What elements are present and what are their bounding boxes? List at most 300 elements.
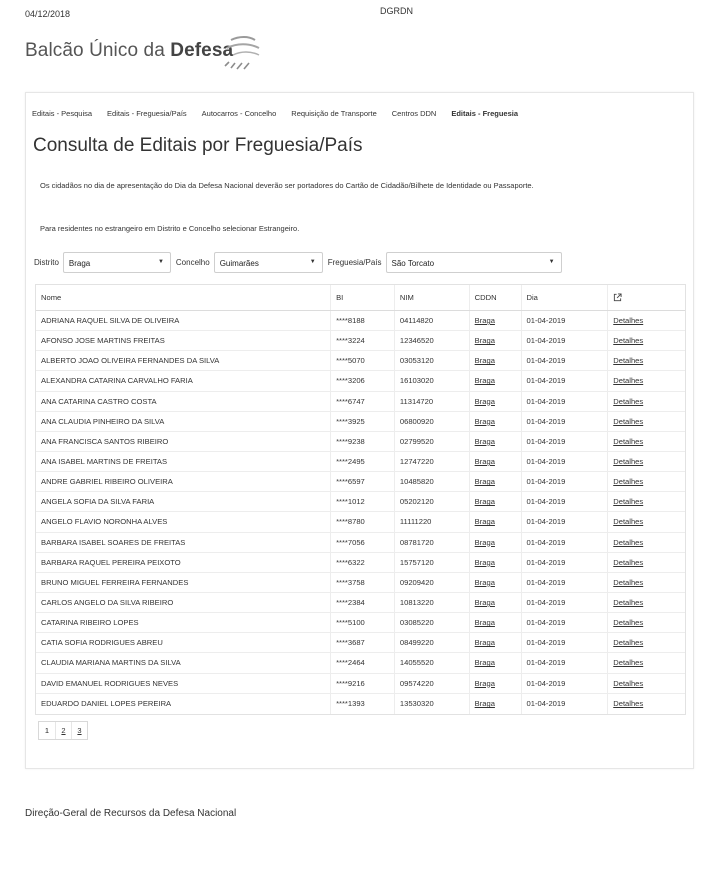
cell-nim-text: 10485820 <box>399 477 434 487</box>
nav-editais-freguesia-pais[interactable]: Editais - Freguesia/País <box>107 109 187 118</box>
cell-nome-text: ANDRE GABRIEL RIBEIRO OLIVEIRA <box>41 477 173 487</box>
cell-cddn <box>470 533 522 552</box>
cell-nim <box>395 653 470 672</box>
cell-bi <box>331 674 395 693</box>
cell-bi <box>331 472 395 491</box>
cell-detalhes <box>608 613 685 632</box>
cell-cddn-link[interactable]: Braga <box>474 638 495 648</box>
table-header <box>36 285 685 311</box>
cell-nome-text: EDUARDO DANIEL LOPES PEREIRA <box>41 699 172 709</box>
cell-nome-text: ANA FRANCISCA SANTOS RIBEIRO <box>41 436 169 446</box>
cell-cddn-link[interactable]: Braga <box>474 457 495 467</box>
chevron-down-icon: ▼ <box>309 259 316 265</box>
table-row <box>36 331 685 351</box>
cell-nim <box>395 311 470 330</box>
cell-dia <box>522 351 609 370</box>
cell-nim-text: 09209420 <box>399 577 434 587</box>
cell-nome-text: ANA CLAUDIA PINHEIRO DA SILVA <box>41 416 165 426</box>
cell-bi-text: ****9238 <box>336 436 365 446</box>
cell-dia-text: 01-04-2019 <box>526 416 566 426</box>
cell-detalhes-link[interactable]: Detalhes <box>613 316 644 326</box>
cell-nim <box>395 432 470 451</box>
nav-requisicao-transporte[interactable]: Requisição de Transporte <box>291 109 377 118</box>
cell-nim-text: 09574220 <box>399 678 434 688</box>
cell-detalhes-link[interactable]: Detalhes <box>613 497 644 507</box>
cell-nome-text: BARBARA ISABEL SOARES DE FREITAS <box>41 537 186 547</box>
editais-table <box>35 284 686 715</box>
table-row <box>36 512 685 532</box>
cell-dia-text: 01-04-2019 <box>526 376 566 386</box>
cell-cddn-link[interactable]: Braga <box>474 316 495 326</box>
cell-dia-text: 01-04-2019 <box>526 336 566 346</box>
cell-nome <box>36 371 331 390</box>
cell-cddn-link[interactable]: Braga <box>474 376 495 386</box>
cell-nome <box>36 452 331 471</box>
cell-bi-text: ****3687 <box>336 638 365 648</box>
cell-cddn <box>470 371 522 390</box>
cell-nome-text: CLAUDIA MARIANA MARTINS DA SILVA <box>41 658 181 668</box>
cell-dia <box>522 472 609 491</box>
cell-cddn-link[interactable]: Braga <box>474 336 495 346</box>
cell-bi <box>331 533 395 552</box>
freguesia-select[interactable] <box>386 252 562 273</box>
cell-dia <box>522 674 609 693</box>
cell-dia-text: 01-04-2019 <box>526 618 566 628</box>
chevron-down-icon: ▼ <box>548 259 555 265</box>
cell-nome-text: ALEXANDRA CATARINA CARVALHO FARIA <box>41 376 193 386</box>
cell-dia <box>522 573 609 592</box>
cell-nim-text: 11314720 <box>399 396 434 406</box>
cell-detalhes <box>608 432 685 451</box>
cell-bi-text: ****6747 <box>336 396 365 406</box>
cell-detalhes <box>608 392 685 411</box>
distrito-value: Braga <box>68 259 91 268</box>
cell-dia-text: 01-04-2019 <box>526 457 566 467</box>
table-row <box>36 674 685 694</box>
cell-nome-text: AFONSO JOSE MARTINS FREITAS <box>41 336 165 346</box>
cell-dia <box>522 533 609 552</box>
cell-cddn-link[interactable]: Braga <box>474 598 495 608</box>
cell-detalhes <box>608 512 685 531</box>
cell-nome-text: ANA ISABEL MARTINS DE FREITAS <box>41 457 168 467</box>
cell-dia <box>522 653 609 672</box>
filters-bar <box>34 252 567 273</box>
cell-bi-text: ****5100 <box>336 618 365 628</box>
cell-bi-text: ****1393 <box>336 699 365 709</box>
cell-cddn-link[interactable]: Braga <box>474 577 495 587</box>
cell-nome <box>36 512 331 531</box>
cell-nim-text: 03085220 <box>399 618 434 628</box>
cell-dia-text: 01-04-2019 <box>526 598 566 608</box>
cell-nim-text: 16103020 <box>399 376 434 386</box>
cell-nim-text: 08499220 <box>399 638 434 648</box>
table-row <box>36 653 685 673</box>
cell-cddn <box>470 311 522 330</box>
page-link-3[interactable]: 3 <box>71 722 87 739</box>
cell-dia-text: 01-04-2019 <box>526 477 566 487</box>
cell-dia <box>522 311 609 330</box>
cell-nome <box>36 331 331 350</box>
cell-cddn-link[interactable]: Braga <box>474 497 495 507</box>
cell-cddn <box>470 412 522 431</box>
cell-cddn-link[interactable]: Braga <box>474 356 495 366</box>
cell-detalhes <box>608 674 685 693</box>
cell-bi-text: ****1012 <box>336 497 365 507</box>
cell-bi-text: ****2495 <box>336 457 365 467</box>
info-note-abroad: Para residentes no estrangeiro em Distrito e Concelho selecionar Estrangeiro. <box>40 224 300 233</box>
nav-autocarros-concelho[interactable]: Autocarros - Concelho <box>201 109 277 118</box>
cell-nim-text: 12346520 <box>399 336 434 346</box>
distrito-select[interactable] <box>63 252 171 273</box>
cell-bi <box>331 653 395 672</box>
cell-cddn-link[interactable]: Braga <box>474 658 495 668</box>
cell-bi-text: ****8188 <box>336 316 365 326</box>
cell-detalhes-link[interactable]: Detalhes <box>613 577 644 587</box>
pagination <box>38 721 88 740</box>
cell-bi <box>331 331 395 350</box>
cell-bi <box>331 392 395 411</box>
cell-cddn <box>470 331 522 350</box>
header-cddn[interactable]: CDDN <box>470 285 522 310</box>
cell-detalhes-link[interactable]: Detalhes <box>613 436 644 446</box>
cell-nome-text: ANGELO FLAVIO NORONHA ALVES <box>41 517 168 527</box>
cell-detalhes <box>608 492 685 511</box>
cell-detalhes <box>608 633 685 652</box>
cell-nome <box>36 553 331 572</box>
logo-text-regular: Balcão Único da <box>25 40 171 61</box>
cell-nim <box>395 573 470 592</box>
nav-editais-freguesia[interactable]: Editais - Freguesia <box>451 109 519 118</box>
cell-nim <box>395 533 470 552</box>
cell-bi <box>331 573 395 592</box>
table-row <box>36 311 685 331</box>
cell-dia-text: 01-04-2019 <box>526 396 566 406</box>
freguesia-label: Freguesia/País <box>327 258 382 267</box>
cell-dia <box>522 613 609 632</box>
table-row <box>36 633 685 653</box>
cell-nome-text: CARLOS ANGELO DA SILVA RIBEIRO <box>41 598 174 608</box>
cell-dia <box>522 512 609 531</box>
cell-detalhes-link[interactable]: Detalhes <box>613 658 644 668</box>
cell-nim <box>395 492 470 511</box>
cell-dia-text: 01-04-2019 <box>526 557 566 567</box>
cell-detalhes <box>608 653 685 672</box>
cell-nim <box>395 351 470 370</box>
table-row <box>36 371 685 391</box>
cell-bi-text: ****3925 <box>336 416 365 426</box>
cell-nome-text: CATIA SOFIA RODRIGUES ABREU <box>41 638 163 648</box>
cell-detalhes <box>608 351 685 370</box>
cell-bi-text: ****3758 <box>336 577 365 587</box>
cell-nim-text: 15757120 <box>399 557 434 567</box>
cell-nim-text: 12747220 <box>399 457 434 467</box>
cell-nome <box>36 311 331 330</box>
top-nav <box>32 109 533 118</box>
cell-bi <box>331 311 395 330</box>
cell-nim <box>395 553 470 572</box>
cell-detalhes <box>608 452 685 471</box>
cell-dia-text: 01-04-2019 <box>526 316 566 326</box>
cell-nome-text: BARBARA RAQUEL PEREIRA PEIXOTO <box>41 557 181 567</box>
cell-dia-text: 01-04-2019 <box>526 658 566 668</box>
cell-cddn-link[interactable]: Braga <box>474 537 495 547</box>
cell-nim <box>395 593 470 612</box>
cell-nome <box>36 432 331 451</box>
cell-bi-text: ****9216 <box>336 678 365 688</box>
table-row <box>36 432 685 452</box>
cell-cddn <box>470 492 522 511</box>
table-row <box>36 492 685 512</box>
page-title: Consulta de Editais por Freguesia/País <box>33 135 363 156</box>
cell-cddn-link[interactable]: Braga <box>474 477 495 487</box>
cell-bi-text: ****6597 <box>336 477 365 487</box>
cell-nim-text: 04114820 <box>399 316 434 326</box>
cell-nome <box>36 492 331 511</box>
cell-dia-text: 01-04-2019 <box>526 577 566 587</box>
cell-cddn-link[interactable]: Braga <box>474 618 495 628</box>
cell-nim-text: 08781720 <box>399 537 434 547</box>
cell-dia <box>522 331 609 350</box>
cell-cddn <box>470 432 522 451</box>
cell-nome <box>36 633 331 652</box>
cell-cddn <box>470 573 522 592</box>
cell-bi <box>331 432 395 451</box>
freguesia-value: São Torcato <box>391 259 435 268</box>
concelho-label: Concelho <box>175 258 210 267</box>
cell-bi-text: ****8780 <box>336 517 365 527</box>
cell-nome <box>36 533 331 552</box>
concelho-value: Guimarães <box>219 259 259 268</box>
cell-nim-text: 13530320 <box>399 699 434 709</box>
cell-nome-text: DAVID EMANUEL RODRIGUES NEVES <box>41 678 179 688</box>
cell-cddn <box>470 452 522 471</box>
cell-bi <box>331 512 395 531</box>
chevron-down-icon: ▼ <box>157 259 164 265</box>
cell-nim <box>395 331 470 350</box>
table-row <box>36 533 685 553</box>
cell-bi-text: ****6322 <box>336 557 365 567</box>
table-row <box>36 392 685 412</box>
cell-nim <box>395 371 470 390</box>
cell-bi-text: ****2464 <box>336 658 365 668</box>
cell-nim-text: 14055520 <box>399 658 434 668</box>
cell-bi <box>331 351 395 370</box>
cell-nome <box>36 351 331 370</box>
cell-nome <box>36 694 331 714</box>
cell-cddn <box>470 653 522 672</box>
table-row <box>36 351 685 371</box>
logo-mark-icon <box>223 34 263 76</box>
cell-nim-text: 05202120 <box>399 497 434 507</box>
cell-cddn-link[interactable]: Braga <box>474 517 495 527</box>
cell-detalhes <box>608 371 685 390</box>
cell-detalhes-link[interactable]: Detalhes <box>613 376 644 386</box>
cell-dia <box>522 432 609 451</box>
cell-nim <box>395 674 470 693</box>
header-dia[interactable]: Dia <box>522 285 609 310</box>
cell-dia-text: 01-04-2019 <box>526 678 566 688</box>
cell-dia-text: 01-04-2019 <box>526 497 566 507</box>
cell-cddn <box>470 351 522 370</box>
cell-nim <box>395 412 470 431</box>
cell-dia-text: 01-04-2019 <box>526 699 566 709</box>
cell-dia-text: 01-04-2019 <box>526 356 566 366</box>
cell-dia <box>522 633 609 652</box>
cell-bi <box>331 613 395 632</box>
cell-cddn-link[interactable]: Braga <box>474 557 495 567</box>
cell-detalhes <box>608 331 685 350</box>
cell-dia <box>522 452 609 471</box>
cell-dia <box>522 492 609 511</box>
cell-nim <box>395 452 470 471</box>
cell-detalhes-link[interactable]: Detalhes <box>613 618 644 628</box>
cell-bi <box>331 412 395 431</box>
cell-detalhes-link[interactable]: Detalhes <box>613 457 644 467</box>
cell-nome-text: ALBERTO JOAO OLIVEIRA FERNANDES DA SILVA <box>41 356 220 366</box>
concelho-select[interactable] <box>214 252 323 273</box>
cell-cddn <box>470 633 522 652</box>
cell-cddn <box>470 593 522 612</box>
cell-bi <box>331 553 395 572</box>
cell-bi-text: ****7056 <box>336 537 365 547</box>
cell-nome <box>36 593 331 612</box>
cell-dia <box>522 392 609 411</box>
cell-nome-text: ANA CATARINA CASTRO COSTA <box>41 396 157 406</box>
print-title: DGRDN <box>380 6 413 16</box>
cell-nim <box>395 472 470 491</box>
cell-cddn-link[interactable]: Braga <box>474 699 495 709</box>
cell-nome <box>36 412 331 431</box>
cell-nim-text: 11111220 <box>399 517 432 527</box>
cell-bi <box>331 452 395 471</box>
cell-bi <box>331 633 395 652</box>
cell-cddn-link[interactable]: Braga <box>474 436 495 446</box>
cell-detalhes-link[interactable]: Detalhes <box>613 477 644 487</box>
cell-detalhes <box>608 311 685 330</box>
table-row <box>36 694 685 714</box>
cell-bi-text: ****3206 <box>336 376 365 386</box>
cell-cddn-link[interactable]: Braga <box>474 416 495 426</box>
cell-detalhes-link[interactable]: Detalhes <box>613 678 644 688</box>
cell-detalhes-link[interactable]: Detalhes <box>613 356 644 366</box>
distrito-label: Distrito <box>34 258 59 267</box>
cell-nome <box>36 472 331 491</box>
cell-detalhes-link[interactable]: Detalhes <box>613 517 644 527</box>
cell-dia <box>522 412 609 431</box>
cell-bi <box>331 371 395 390</box>
table-body <box>36 311 685 714</box>
nav-centros-ddn[interactable]: Centros DDN <box>391 109 437 118</box>
cell-nim <box>395 392 470 411</box>
cell-nim <box>395 633 470 652</box>
cell-dia <box>522 694 609 714</box>
cell-nome <box>36 674 331 693</box>
cell-nome <box>36 653 331 672</box>
cell-cddn <box>470 472 522 491</box>
table-row <box>36 412 685 432</box>
cell-nome <box>36 573 331 592</box>
cell-nim-text: 06800920 <box>399 416 434 426</box>
cell-nome-text: CATARINA RIBEIRO LOPES <box>41 618 139 628</box>
cell-bi <box>331 593 395 612</box>
logo[interactable] <box>25 40 233 80</box>
print-date: 04/12/2018 <box>25 9 71 19</box>
cell-detalhes <box>608 533 685 552</box>
cell-nim-text: 02799520 <box>399 436 434 446</box>
cell-bi-text: ****2384 <box>336 598 365 608</box>
header-details <box>608 285 685 310</box>
page-link-2[interactable]: 2 <box>55 722 71 739</box>
cell-bi <box>331 492 395 511</box>
cell-detalhes <box>608 573 685 592</box>
footer-text: Direção-Geral de Recursos da Defesa Nacional <box>25 808 237 819</box>
cell-cddn-link[interactable]: Braga <box>474 396 495 406</box>
nav-editais-pesquisa[interactable]: Editais - Pesquisa <box>32 109 93 118</box>
cell-dia-text: 01-04-2019 <box>526 517 566 527</box>
table-row <box>36 573 685 593</box>
cell-nome-text: ADRIANA RAQUEL SILVA DE OLIVEIRA <box>41 316 180 326</box>
cell-detalhes-link[interactable]: Detalhes <box>613 396 644 406</box>
cell-dia-text: 01-04-2019 <box>526 638 566 648</box>
header-bi[interactable]: BI <box>331 285 395 310</box>
cell-detalhes-link[interactable]: Detalhes <box>613 638 644 648</box>
logo-text-bold: Defesa <box>170 40 234 61</box>
cell-cddn <box>470 553 522 572</box>
cell-nim-text: 10813220 <box>399 598 434 608</box>
cell-dia-text: 01-04-2019 <box>526 537 566 547</box>
cell-nim <box>395 694 470 714</box>
cell-detalhes-link[interactable]: Detalhes <box>613 699 644 709</box>
table-row <box>36 472 685 492</box>
cell-cddn <box>470 512 522 531</box>
cell-detalhes-link[interactable]: Detalhes <box>613 336 644 346</box>
table-row <box>36 553 685 573</box>
cell-cddn-link[interactable]: Braga <box>474 678 495 688</box>
header-nome[interactable]: Nome <box>36 285 331 310</box>
cell-nome-text: ANGELA SOFIA DA SILVA FARIA <box>41 497 155 507</box>
cell-cddn <box>470 613 522 632</box>
cell-dia-text: 01-04-2019 <box>526 436 566 446</box>
logo-text <box>25 40 233 61</box>
page-current: 1 <box>44 726 50 735</box>
cell-nim-text: 03053120 <box>399 356 434 366</box>
header-nim[interactable]: NIM <box>395 285 470 310</box>
cell-detalhes <box>608 553 685 572</box>
table-row <box>36 452 685 472</box>
cell-cddn <box>470 392 522 411</box>
cell-bi-text: ****5070 <box>336 356 365 366</box>
cell-detalhes-link[interactable]: Detalhes <box>613 537 644 547</box>
cell-detalhes <box>608 412 685 431</box>
cell-nome-text: BRUNO MIGUEL FERREIRA FERNANDES <box>41 577 189 587</box>
cell-nome <box>36 613 331 632</box>
cell-detalhes-link[interactable]: Detalhes <box>613 598 644 608</box>
cell-detalhes-link[interactable]: Detalhes <box>613 557 644 567</box>
info-note-documents: Os cidadãos no dia de apresentação do Dia da Defesa Nacional deverão ser portadores do Cartão de Cidadão/Bilhete de Identidade ou Passaporte. <box>40 181 534 190</box>
cell-detalhes <box>608 694 685 714</box>
cell-detalhes <box>608 472 685 491</box>
cell-detalhes <box>608 593 685 612</box>
cell-cddn <box>470 674 522 693</box>
cell-dia <box>522 593 609 612</box>
cell-cddn <box>470 694 522 714</box>
external-link-icon <box>613 293 622 302</box>
cell-bi <box>331 694 395 714</box>
table-row <box>36 613 685 633</box>
cell-dia <box>522 553 609 572</box>
cell-nome <box>36 392 331 411</box>
cell-detalhes-link[interactable]: Detalhes <box>613 416 644 426</box>
